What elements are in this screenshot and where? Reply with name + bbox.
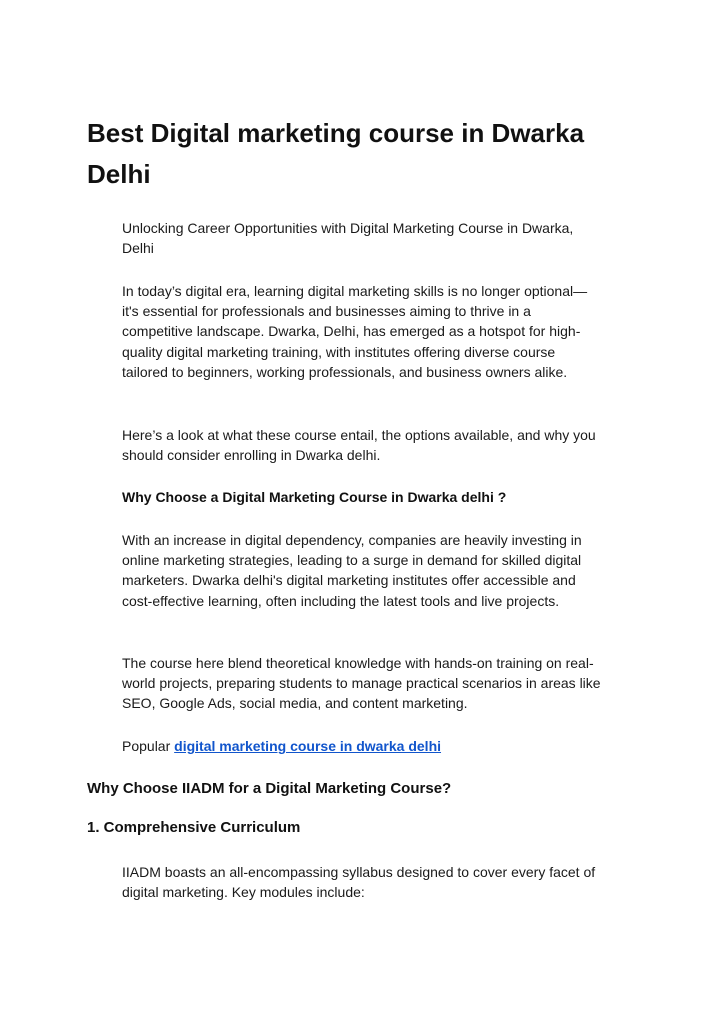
curriculum-heading: 1. Comprehensive Curriculum xyxy=(87,819,301,836)
blend-paragraph: The course here blend theoretical knowledge with hands-on training on real-world projects, preparing students to manage practical scenarios in areas like SEO, Google Ads, social media, and content marketing. xyxy=(122,655,601,712)
dependency-paragraph: With an increase in digital dependency, companies are heavily investing in online marketing strategies, leading to a surge in demand for skilled digital marketers. Dwarka delhi's digital marketing institutes offer accessible and cost-effective learning, often including the latest tools and live projects. xyxy=(122,532,582,609)
intro-paragraph: Unlocking Career Opportunities with Digital Marketing Course in Dwarka, Delhi xyxy=(122,220,574,257)
course-link[interactable]: digital marketing course in dwarka delhi xyxy=(174,738,442,754)
curriculum-paragraph: IIADM boasts an all-encompassing syllabus designed to cover every facet of digital marketing. Key modules include: xyxy=(122,864,596,901)
look-paragraph: Here’s a look at what these course entail, the options available, and why you should consider enrolling in Dwarka delhi. xyxy=(122,427,596,464)
why-choose-dwarka-subheading: Why Choose a Digital Marketing Course in Dwarka delhi ? xyxy=(122,489,507,505)
iiadm-section-heading: Why Choose IIADM for a Digital Marketing Course? xyxy=(87,780,452,797)
page-title: Best Digital marketing course in Dwarka Delhi xyxy=(87,118,585,189)
today-paragraph: In today’s digital era, learning digital marketing skills is no longer optional—it's essential for professionals and businesses aiming to thrive in a competitive landscape. Dwarka, Delhi, has emerged as a hotspot for high-quality digital marketing training, with institutes offering diverse course tailored to beginners, working professionals, and business owners alike. xyxy=(122,283,588,380)
popular-prefix: Popular xyxy=(122,738,175,754)
popular-line xyxy=(122,736,602,756)
